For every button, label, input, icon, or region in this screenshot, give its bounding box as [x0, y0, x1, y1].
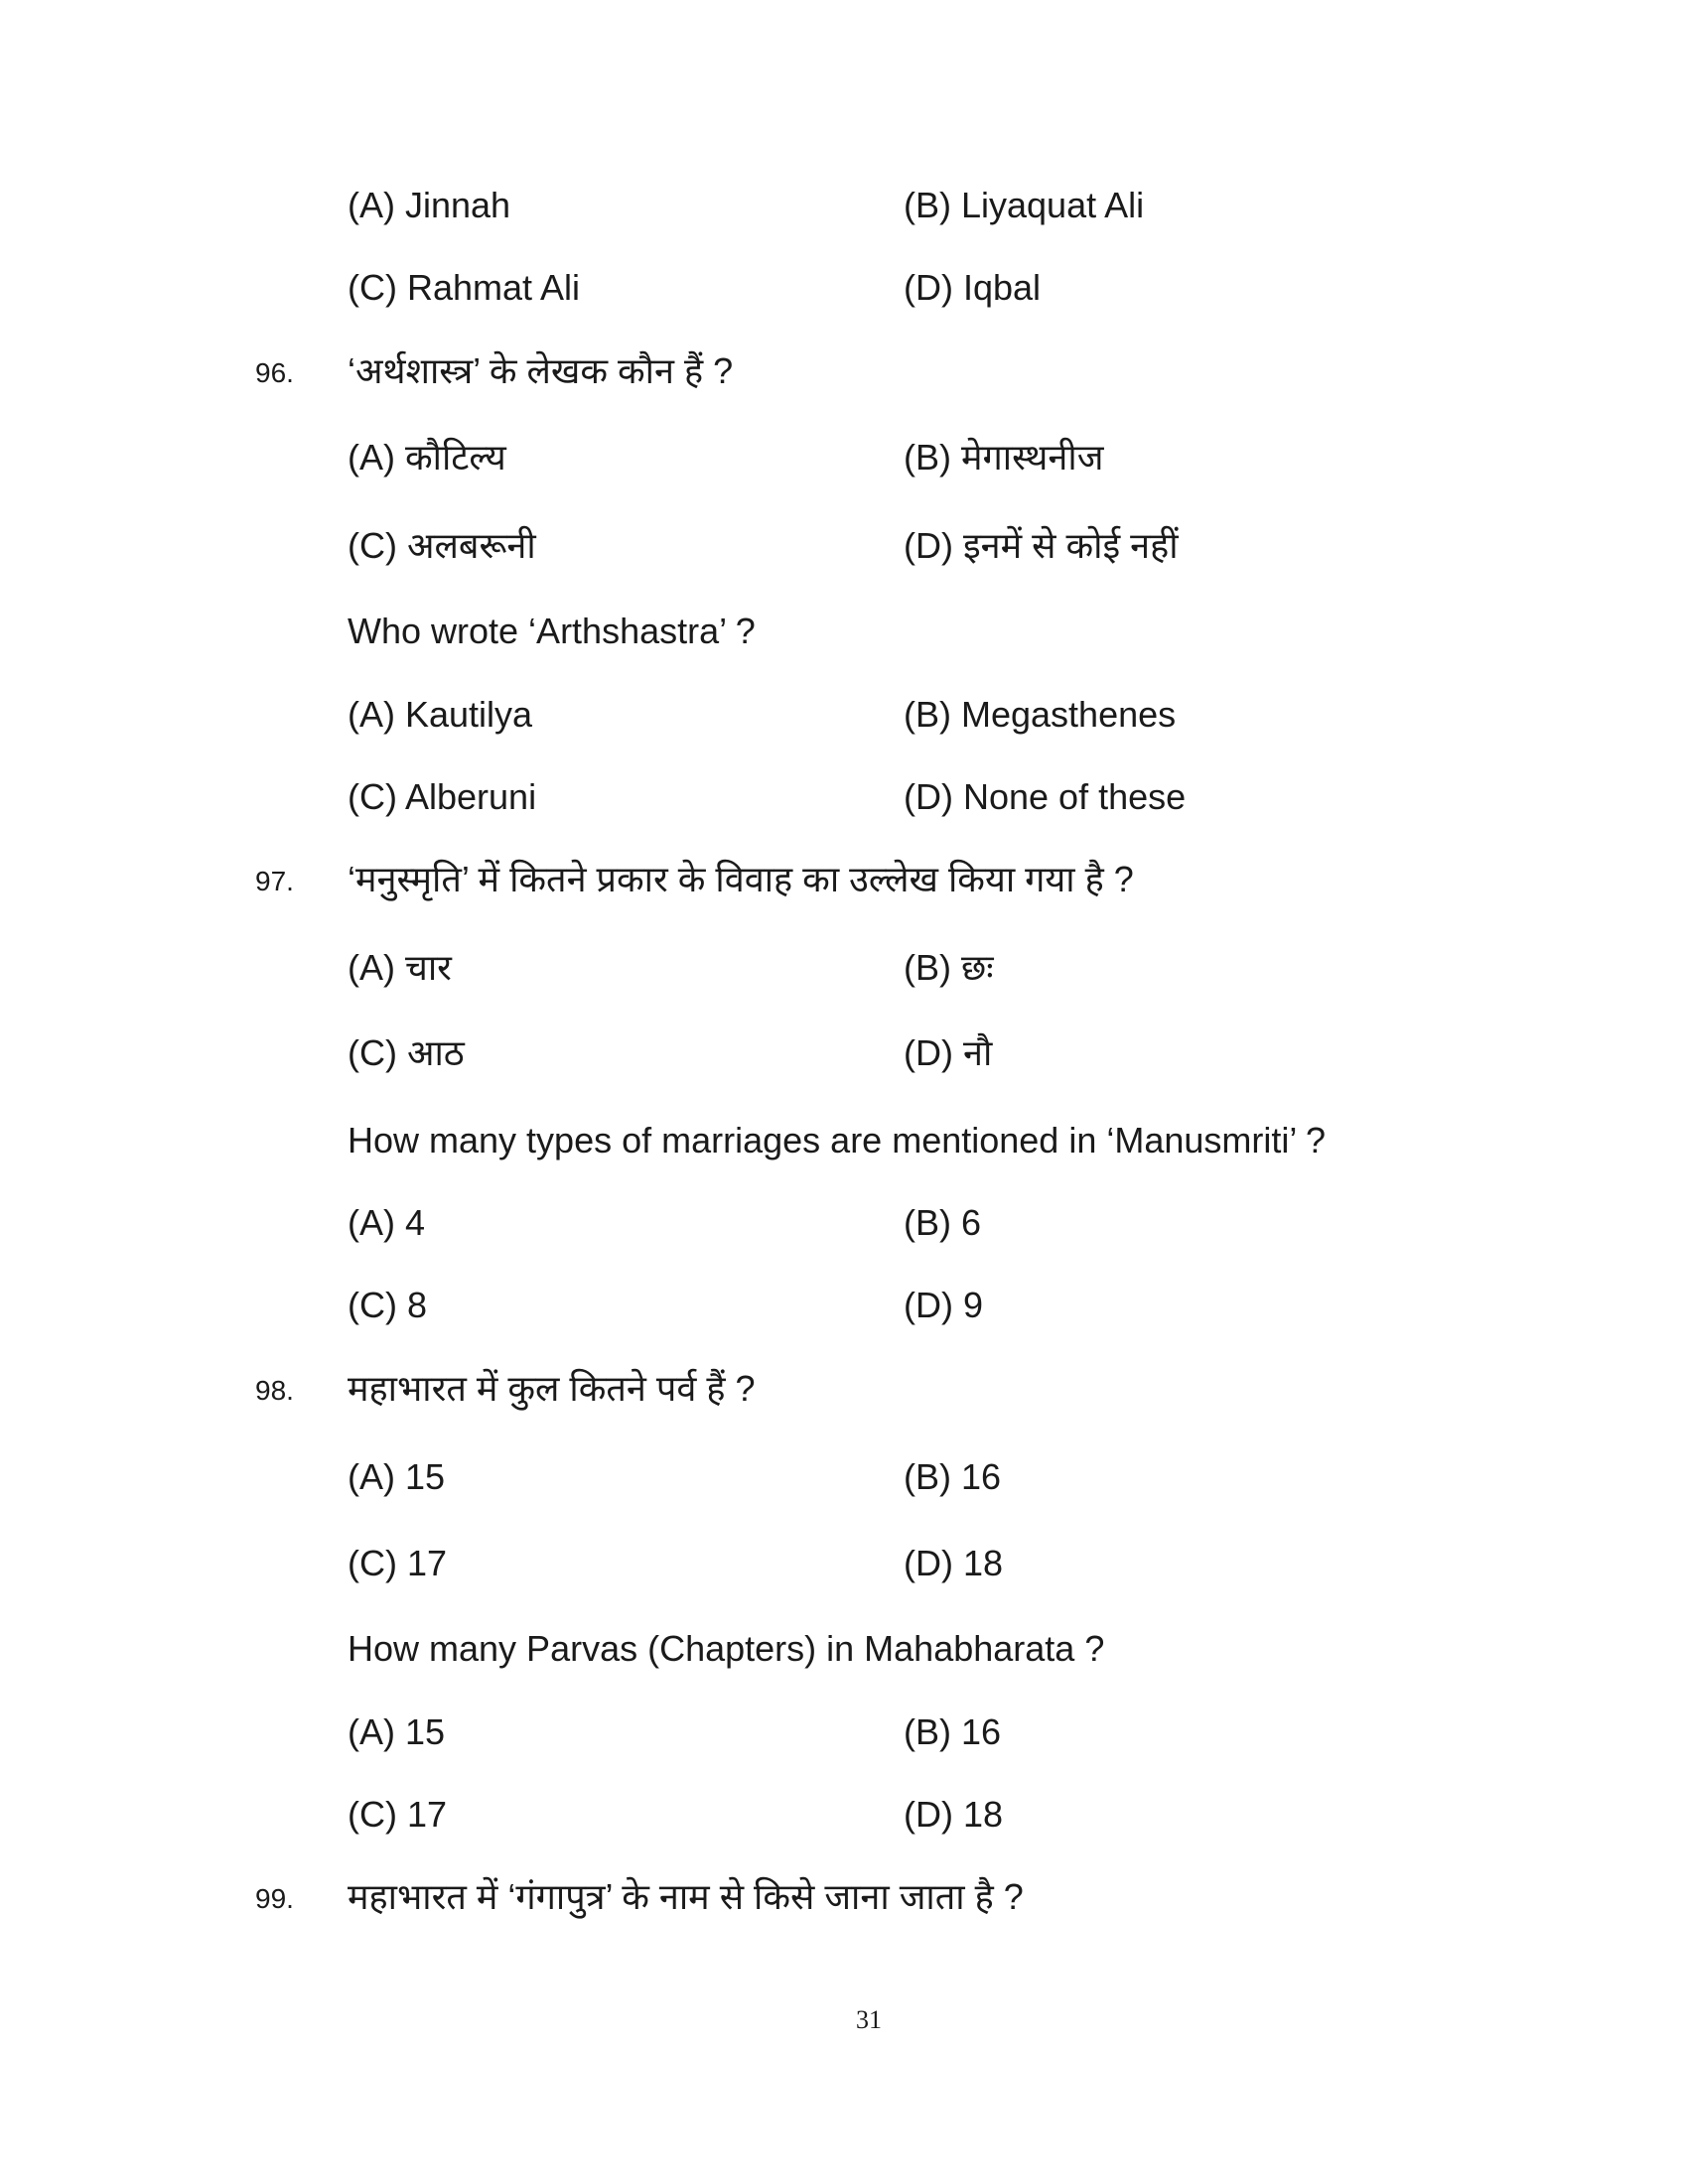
q97-question-hindi: ‘मनुस्मृति’ में कितने प्रकार के विवाह का उल्लेख किया गया है ? [348, 859, 1134, 899]
q98-option-english-a: (A) 15 [348, 1711, 446, 1752]
q98-question-hindi: महाभारत में कुल कितने पर्व हैं ? [348, 1368, 756, 1409]
q98-option-hindi-d: (D) 18 [904, 1543, 1004, 1583]
q97-number: 97. [255, 866, 294, 896]
q96-option-english-d: (D) None of these [904, 776, 1187, 817]
q98-number: 98. [255, 1375, 294, 1406]
q95-option-c: (C) Rahmat Ali [348, 267, 581, 308]
q98-option-hindi-a: (A) 15 [348, 1456, 446, 1497]
q96-option-hindi-c: (C) अलबरूनी [348, 525, 536, 566]
q96-question-english: Who wrote ‘Arthshastra’ ? [348, 611, 756, 651]
q98-option-hindi-b: (B) 16 [904, 1456, 1002, 1497]
q97-option-english-b: (B) 6 [904, 1202, 982, 1243]
q97-option-english-a: (A) 4 [348, 1202, 426, 1243]
q98-option-english-b: (B) 16 [904, 1711, 1002, 1752]
q98-option-english-c: (C) 17 [348, 1794, 448, 1835]
q98-option-english-d: (D) 18 [904, 1794, 1004, 1835]
q95-option-d: (D) Iqbal [904, 267, 1042, 308]
q96-option-hindi-a: (A) कौटिल्य [348, 437, 506, 478]
q96-option-hindi-b: (B) मेगास्थनीज [904, 437, 1104, 478]
q97-question-english: How many types of marriages are mentioned in ‘Manusmriti’ ? [348, 1120, 1327, 1160]
q97-option-hindi-c: (C) आठ [348, 1032, 465, 1073]
q96-option-english-c: (C) Alberuni [348, 776, 537, 817]
q97-option-hindi-d: (D) नौ [904, 1032, 993, 1073]
q98-question-english: How many Parvas (Chapters) in Mahabharata ? [348, 1628, 1105, 1669]
q97-option-english-d: (D) 9 [904, 1285, 983, 1325]
q95-option-a: (A) Jinnah [348, 185, 511, 225]
q96-number: 96. [255, 357, 294, 388]
q99-question-hindi: महाभारत में ‘गंगापुत्र’ के नाम से किसे जाना जाता है ? [348, 1876, 1024, 1917]
q97-option-english-c: (C) 8 [348, 1285, 427, 1325]
q99-number: 99. [255, 1883, 294, 1914]
page-number: 31 [856, 2005, 882, 2034]
q95-option-b: (B) Liyaquat Ali [904, 185, 1145, 225]
q96-option-english-b: (B) Megasthenes [904, 694, 1177, 735]
q97-option-hindi-b: (B) छः [904, 947, 994, 988]
q96-option-hindi-d: (D) इनमें से कोई नहीं [904, 525, 1179, 566]
q96-question-hindi: ‘अर्थशास्त्र’ के लेखक कौन हैं ? [348, 350, 734, 391]
q98-option-hindi-c: (C) 17 [348, 1543, 448, 1583]
q96-option-english-a: (A) Kautilya [348, 694, 533, 735]
q97-option-hindi-a: (A) चार [348, 947, 452, 988]
